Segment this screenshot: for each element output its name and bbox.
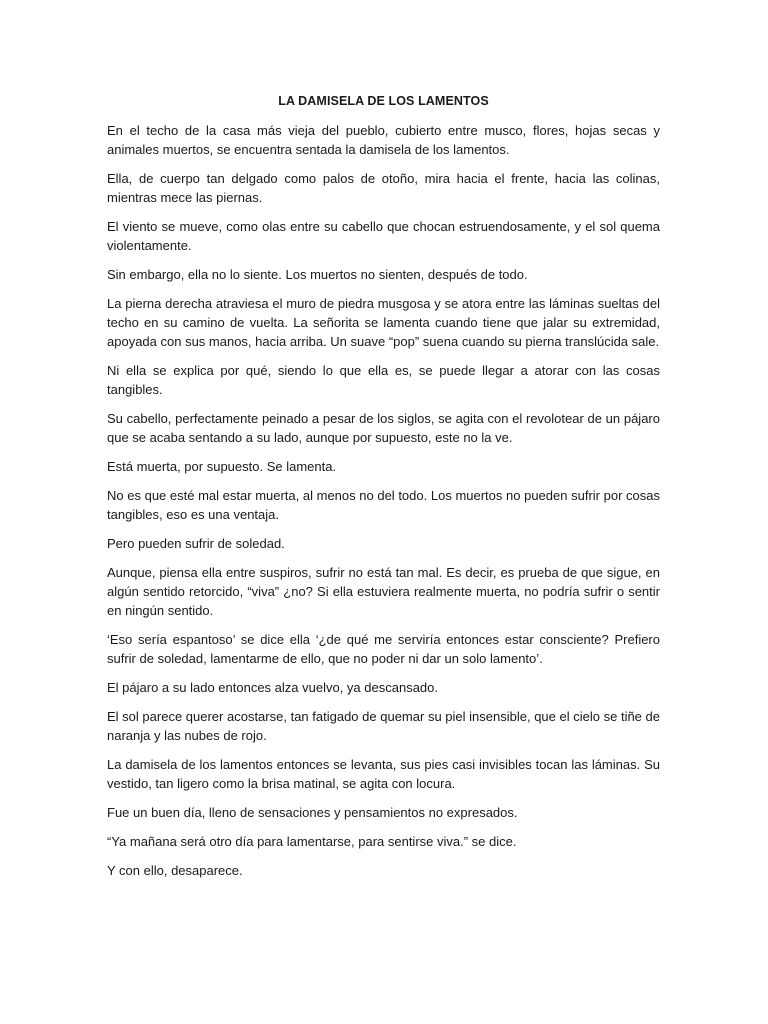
paragraph: ‘Eso sería espantoso’ se dice ella ‘¿de qué me serviría entonces estar consciente? Prefiero sufrir de soledad, lamentarme de ello, que no poder ni dar un solo lamento’. [107,632,660,666]
paragraph: La damisela de los lamentos entonces se levanta, sus pies casi invisibles tocan las láminas. Su vestido, tan ligero como la brisa matinal, se agita con locura. [107,757,660,791]
paragraph: “Ya mañana será otro día para lamentarse, para sentirse viva.” se dice. [107,834,517,849]
paragraph: Aunque, piensa ella entre suspiros, sufrir no está tan mal. Es decir, es prueba de que sigue, en algún sentido retorcido, “viva” ¿no? Si ella estuviera realmente muerta, no podría sufrir o sentir en ningún sentido. [107,565,660,618]
paragraph: El pájaro a su lado entonces alza vuelvo, ya descansado. [107,680,438,695]
paragraph: El viento se mueve, como olas entre su cabello que chocan estruendosamente, y el sol quema violentamente. [107,219,660,253]
paragraph: El sol parece querer acostarse, tan fatigado de quemar su piel insensible, que el cielo se tiñe de naranja y las nubes de rojo. [107,709,660,743]
paragraph: Ni ella se explica por qué, siendo lo que ella es, se puede llegar a atorar con las cosas tangibles. [107,363,660,397]
paragraph: Y con ello, desaparece. [107,863,243,878]
paragraph: Su cabello, perfectamente peinado a pesar de los siglos, se agita con el revolotear de un pájaro que se acaba sentando a su lado, aunque por supuesto, este no la ve. [107,411,660,445]
paragraph: Pero pueden sufrir de soledad. [107,536,285,551]
paragraph: Ella, de cuerpo tan delgado como palos de otoño, mira hacia el frente, hacia las colinas, mientras mece las piernas. [107,171,660,205]
paragraph: Sin embargo, ella no lo siente. Los muertos no sienten, después de todo. [107,267,528,282]
paragraph: La pierna derecha atraviesa el muro de piedra musgosa y se atora entre las láminas sueltas del techo en su camino de vuelta. La señorita se lamenta cuando tiene que jalar su extremidad, apoyada con sus manos, hacia arriba. Un suave “pop” suena cuando su pierna translúcida sale. [107,296,660,349]
paragraph: Fue un buen día, lleno de sensaciones y pensamientos no expresados. [107,805,518,820]
paragraph: Está muerta, por supuesto. Se lamenta. [107,459,337,474]
paragraph: En el techo de la casa más vieja del pueblo, cubierto entre musco, flores, hojas secas y animales muertos, se encuentra sentada la damisela de los lamentos. [107,123,660,157]
document-body [107,92,660,890]
document-title: LA DAMISELA DE LOS LAMENTOS [278,94,489,108]
paragraph: No es que esté mal estar muerta, al menos no del todo. Los muertos no pueden sufrir por cosas tangibles, eso es una ventaja. [107,488,660,522]
